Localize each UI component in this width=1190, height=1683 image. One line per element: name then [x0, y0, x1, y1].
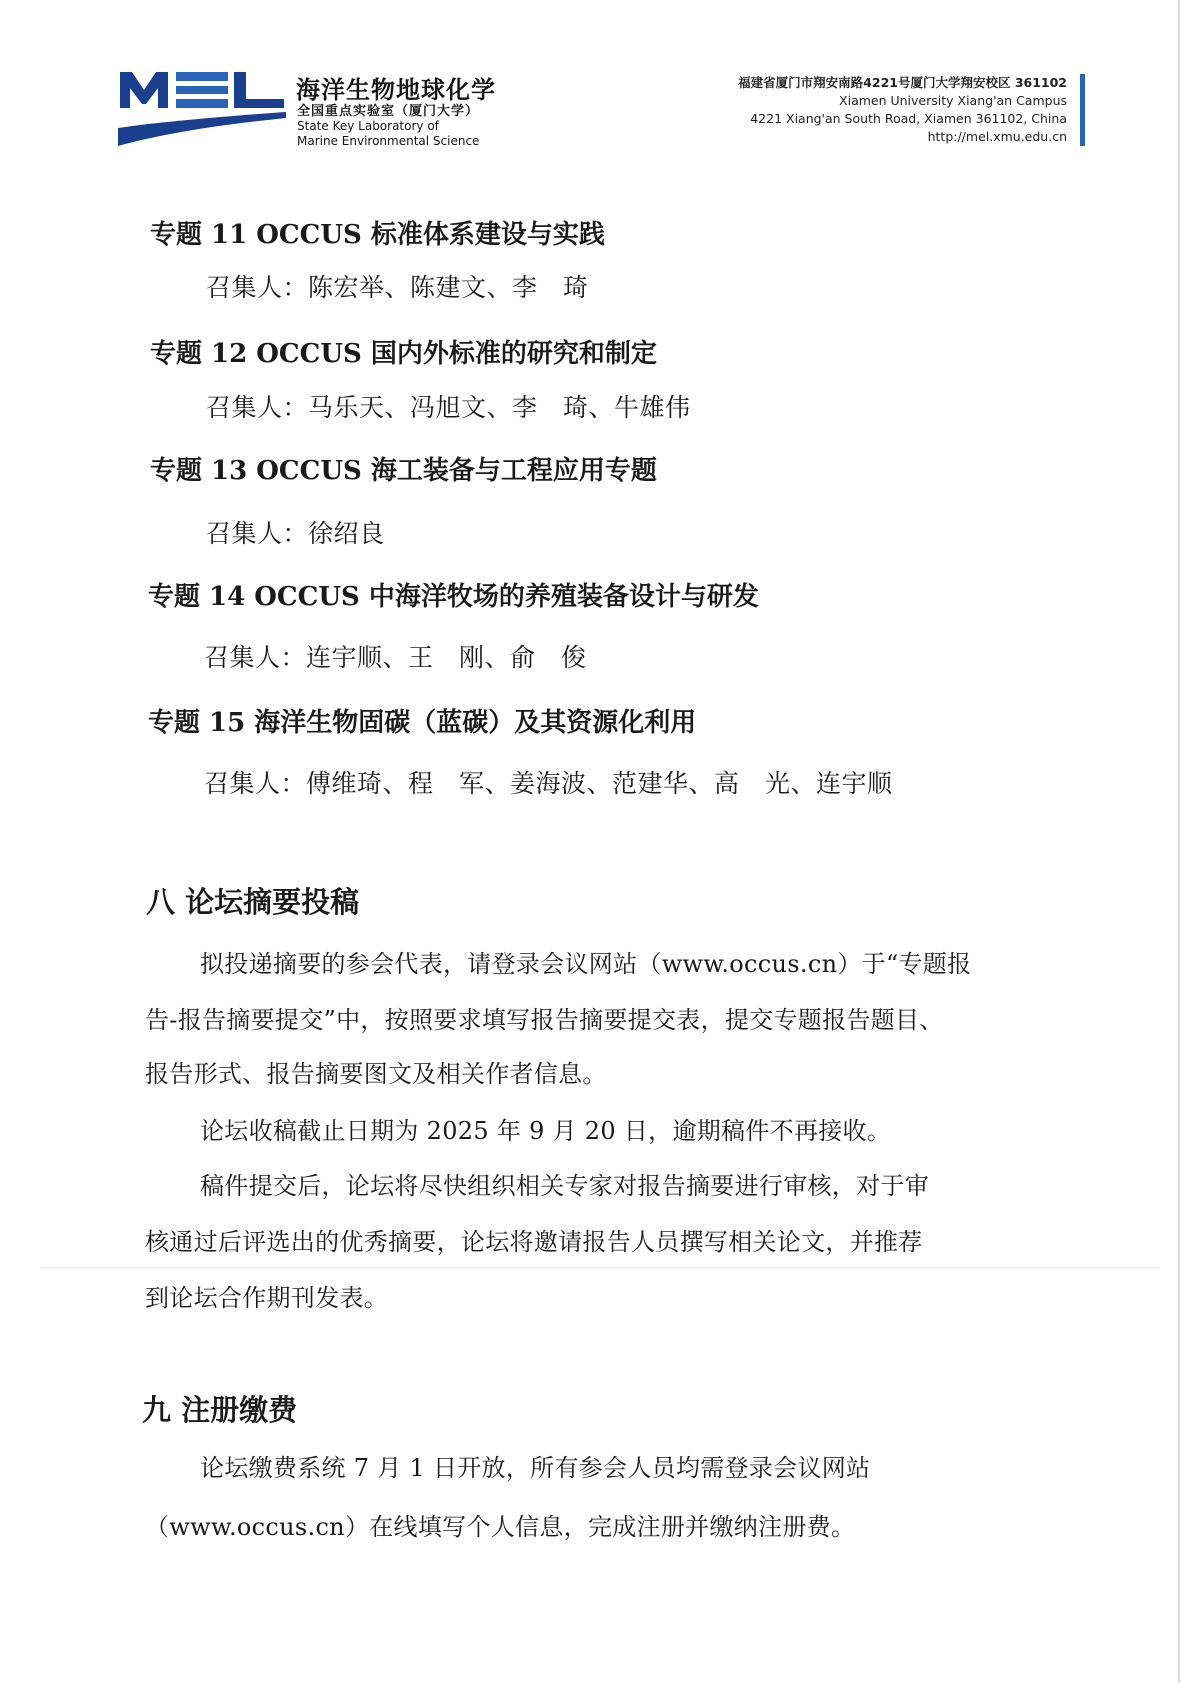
section-8-line-3: 报告形式、报告摘要图文及相关作者信息。 — [145, 1060, 607, 1088]
topic-11-convenors: 召集人：陈宏举、陈建文、李 琦 — [206, 273, 589, 302]
lab-name-en — [297, 119, 479, 149]
section-8-line-1: 拟投递摘要的参会代表，请登录会议网站（www.occus.cn）于“专题报 — [200, 950, 972, 978]
address-cn: 福建省厦门市翔安南路4221号厦门大学翔安校区 361102 — [738, 75, 1067, 90]
section-8-heading: 八 论坛摘要投稿 — [146, 885, 360, 919]
logo-swoosh — [118, 112, 286, 146]
lab-address — [738, 74, 1067, 146]
topic-13-title: 专题 13 OCCUS 海工装备与工程应用专题 — [150, 456, 657, 486]
topic-12-convenors: 召集人：马乐天、冯旭文、李 琦、牛雄伟 — [206, 393, 691, 422]
section-8-line-2: 告-报告摘要提交”中，按照要求填写报告摘要提交表，提交专题报告题目、 — [145, 1006, 944, 1034]
section-8-line-6: 核通过后评选出的优秀摘要，论坛将邀请报告人员撰写相关论文，并推荐 — [145, 1228, 923, 1256]
section-8-line-7: 到论坛合作期刊发表。 — [145, 1284, 388, 1312]
topic-12-title: 专题 12 OCCUS 国内外标准的研究和制定 — [150, 339, 657, 369]
section-9-heading: 九 注册缴费 — [142, 1393, 298, 1427]
lab-name-en-line-1: State Key Laboratory of — [297, 119, 439, 133]
lab-name-cn: 海洋生物地球化学 — [296, 76, 496, 104]
website-link[interactable]: http://mel.xmu.edu.cn — [927, 129, 1067, 144]
scan-artifact-edge — [1178, 0, 1180, 1683]
topic-11-title: 专题 11 OCCUS 标准体系建设与实践 — [150, 220, 605, 250]
scan-artifact-line — [40, 1267, 1160, 1268]
topic-13-convenors: 召集人：徐绍良 — [206, 519, 385, 548]
lab-name-en-line-2: Marine Environmental Science — [297, 134, 480, 148]
address-en-2: 4221 Xiang'an South Road, Xiamen 361102, China — [750, 111, 1067, 126]
topic-14-convenors: 召集人：连宇顺、王 刚、俞 俊 — [204, 643, 587, 672]
mel-logo — [118, 70, 286, 146]
logo-letter-l — [234, 72, 284, 108]
section-9-line-1: 论坛缴费系统 7 月 1 日开放，所有参会人员均需登录会议网站 — [200, 1454, 871, 1482]
logo-bar-top — [176, 72, 228, 81]
lab-name-cn-sub: 全国重点实验室（厦门大学） — [297, 104, 480, 119]
address-en-1: Xiamen University Xiang'an Campus — [839, 93, 1067, 108]
topic-15-convenors: 召集人：傅维琦、程 军、姜海波、范建华、高 光、连宇顺 — [204, 769, 893, 798]
section-9-line-2: （www.occus.cn）在线填写个人信息，完成注册并缴纳注册费。 — [145, 1513, 856, 1541]
logo-bar-bottom — [176, 99, 228, 108]
topic-14-title: 专题 14 OCCUS 中海洋牧场的养殖装备设计与研发 — [148, 582, 759, 612]
section-8-line-4: 论坛收稿截止日期为 2025 年 9 月 20 日，逾期稿件不再接收。 — [200, 1117, 892, 1145]
header-accent-bar — [1080, 74, 1085, 146]
topic-15-title: 专题 15 海洋生物固碳（蓝碳）及其资源化利用 — [148, 708, 697, 738]
logo-letter-m — [120, 72, 168, 108]
logo-bar-mid — [176, 86, 228, 94]
section-8-line-5: 稿件提交后，论坛将尽快组织相关专家对报告摘要进行审核，对于审 — [200, 1172, 929, 1200]
